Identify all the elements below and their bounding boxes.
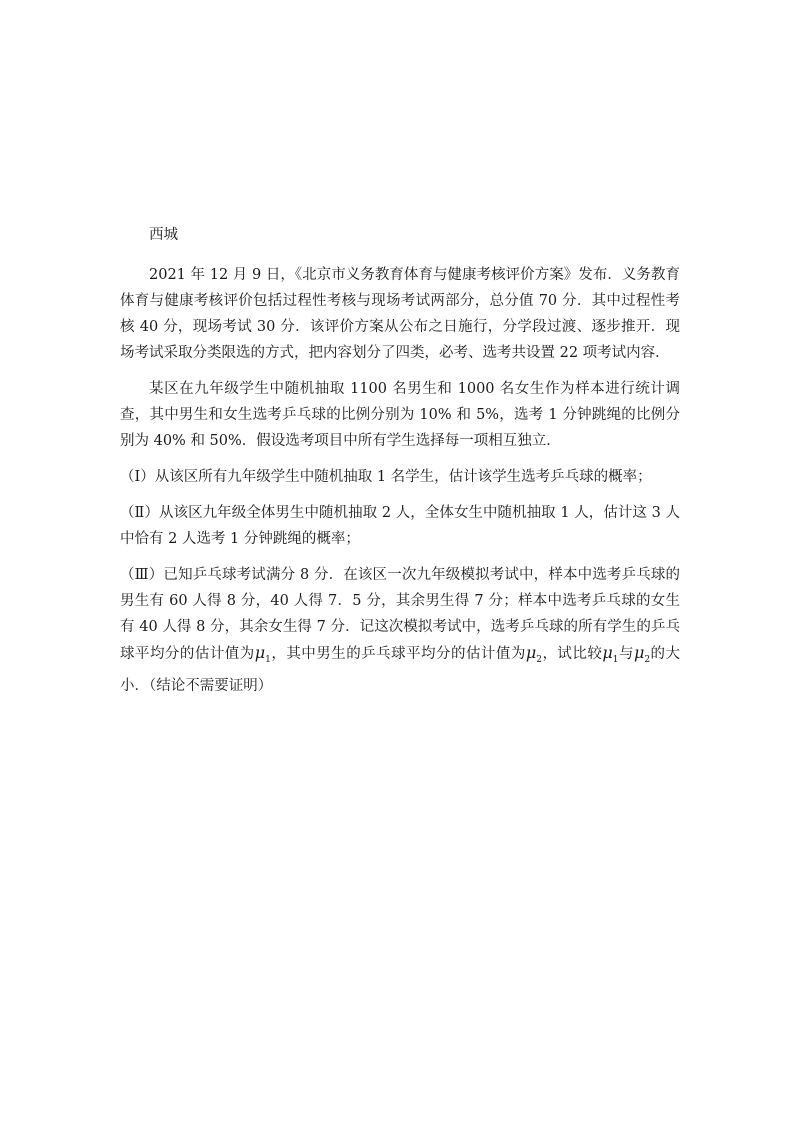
question-3 <box>120 562 680 699</box>
region-heading: 西城 <box>149 227 178 243</box>
mu2-symbol-compare: $\mu_2$ <box>633 643 651 666</box>
problem-statement: 某区在九年级学生中随机抽取 1100 名男生和 1000 名女生作为样本进行统计调查，其中男生和女生选考乒乓球的比例分别为 10% 和 5%，选考 1 分钟跳绳的比例分别为 40% 和 50%．假设选考项目中所有学生选择每一项相互独立． <box>120 381 680 449</box>
question-3-text-b: ，其中男生的乒乓球平均分的估计值为 <box>270 646 526 662</box>
document-page <box>120 222 680 699</box>
mu1-symbol: $\mu_1$ <box>254 643 271 666</box>
question-3-text-a: （Ⅲ）已知乒乓球考试满分 8 分．在该区一次九年级模拟考试中，样本中选考乒乓球的男生有 60 人得 8 分，40 人得 7．5 分，其余男生得 7 分；样本中选考乒乓球的女生有 40 人得 8 分，其余女生得 7 分．记这次模拟考试中，选考乒乓球的所有学生的乒乓球平均分的估计值为 <box>120 567 680 662</box>
question-3-text-d: 与 <box>618 646 634 662</box>
question-1: （Ⅰ）从该区所有九年级学生中随机抽取 1 名学生，估计该学生选考乒乓球的概率； <box>120 469 652 485</box>
mu2-symbol: $\mu_2$ <box>525 643 542 666</box>
mu1-symbol-compare: $\mu_1$ <box>602 643 619 666</box>
question-2: （Ⅱ）从该区九年级全体男生中随机抽取 2 人，全体女生中随机抽取 1 人，估计这 3 人中恰有 2 人选考 1 分钟跳绳的概率； <box>120 505 680 547</box>
question-3-text-c: ，试比较 <box>541 646 603 662</box>
question-3-text-e: 的大小．（结论不需要证明） <box>120 646 681 695</box>
intro-paragraph: 2021 年 12 月 9 日，《北京市义务教育体育与健康考核评价方案》发布．义务教育体育与健康考核评价包括过程性考核与现场考试两部分，总分值 70 分．其中过程性考核 40 分，现场考试 30 分．该评价方案从公布之日施行，分学段过渡、逐步推开．现场考试采取分类限选的方式，把内容划分了四类，必考、选考共设置 22 项考试内容． <box>120 267 680 361</box>
